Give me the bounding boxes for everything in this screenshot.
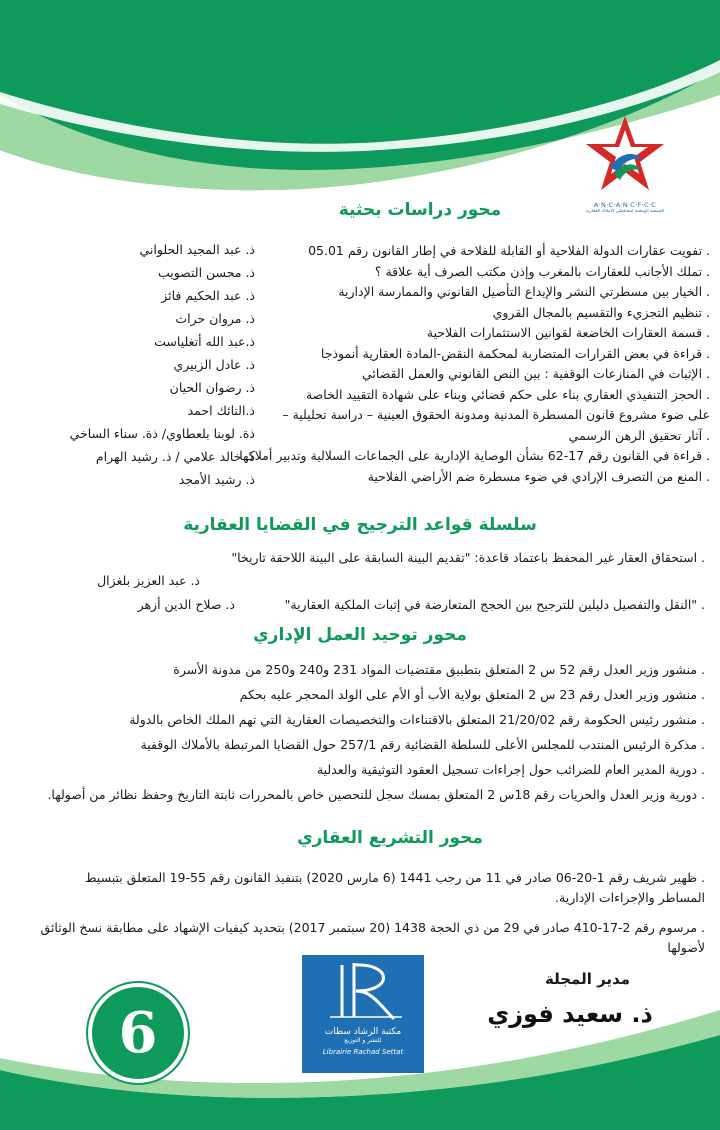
author-name: ذ. عادل الزبيري (173, 357, 255, 372)
administrative-list (35, 660, 705, 810)
list-item: . تملك الأجانب للعقارات بالمغرب وإذن مكتب الصرف أية علاقة ؟ (374, 263, 710, 279)
logo-acronym: A·N·C·A·N·C·F·C·C (593, 201, 657, 209)
publisher-name-ar: مكتبة الرشاد سطات (324, 1027, 402, 1037)
section-legislation-title: محور التشريع العقاري (297, 828, 483, 848)
section-research-title: محور دراسات بحثية (338, 200, 502, 220)
publisher-logo (302, 955, 424, 1073)
rs-monogram-icon (302, 955, 424, 1027)
list-item: . ظهير شريف رقم 1-20-06 صادر في 11 من رجب 1441 (6 مارس 2020) بتنفيذ القانون رقم 55-19 المتعلق بتبسيط المساطر والإجراءات الإدارية. (84, 870, 705, 905)
author-name: ذ. عبد المجيد الحلواني (139, 242, 255, 257)
director-name: ذ. سعيد فوزي (487, 1000, 653, 1028)
publisher-name-latin: Librairie Rachad Settat (322, 1048, 404, 1056)
author-name: ذ. رشيد الأمجد (178, 472, 255, 487)
author-name: ذ. خالد علامي / ذ. رشيد الهرام (95, 449, 255, 464)
list-item: . منشور وزير العدل رقم 23 س 2 المتعلق بولاية الأب أو الأم على الولد المحجر عليه بحكم (239, 687, 705, 702)
director-label: مدير المجلة (545, 970, 630, 988)
list-item: . قراءة في القانون رقم 17-62 بشأن الوصاية الإدارية على الجماعات السلالية وتدبير أملاكها (239, 448, 710, 463)
author-name: ذ. رضوان الحيان (169, 380, 255, 395)
list-item: . تنظيم التجزيء والتقسيم بالمجال القروي (492, 304, 710, 320)
list-item: على ضوء مشروع قانون المسطرة المدنية ومدونة الحقوق العينية – دراسة تحليلية – (282, 407, 710, 422)
list-item: . قسمة العقارات الخاضعة لقوانين الاستثمارات الفلاحية (426, 325, 710, 340)
list-item: . دورية المدير العام للضرائب حول إجراءات تسجيل العقود التوثيقية والعدلية (316, 762, 705, 777)
author-name: ذ. مروان حراث (175, 311, 255, 326)
author-name: ذة. لوبنا بلعطاوي/ ذة. سناء الساخي (69, 426, 255, 441)
section-preference-rules-title: سلسلة قواعد الترجيح في القضايا العقارية (183, 515, 537, 535)
page-number: 6 (118, 1000, 158, 1066)
list-item: . تفويت عقارات الدولة الفلاحية أو القابلة للفلاحة في إطار القانون رقم 05.01 (308, 243, 710, 258)
research-list (210, 241, 710, 487)
preference-rule-item: . "النقل والتفصيل دليلين للترجيح بين الحجج المتعارضة في إثبات الملكية العقارية" (284, 597, 705, 612)
section-administrative-title: محور توحيد العمل الإداري (253, 625, 467, 645)
list-item: . منشور وزير العدل رقم 52 س 2 المتعلق بتطبيق مقتضيات المواد 231 و240 و250 من مدونة الأسرة (173, 662, 705, 677)
list-item: . قراءة في بعض القرارات المتضاربة لمحكمة النقض-المادة العقارية أنموذجا (320, 345, 710, 361)
legislation-list (35, 868, 705, 963)
research-authors (30, 238, 255, 491)
list-item: . مرسوم رقم 2-17-410 صادر في 29 من ذي الحجة 1438 (20 سبتمبر 2017) بتحديد كيفيات الإشهاد على مطابقة نسخ الوثائق لأصولها (40, 920, 705, 955)
list-item: . مذكرة الرئيس المنتدب للمجلس الأعلى للسلطة القضائية رقم 257/1 حول القضايا المرتبطة بالأملاك الوقفية (140, 737, 705, 752)
list-item: . الحجز التنفيذي العقاري بناء على حكم قضائي وبناء على شهادة التقييد الخاصة (305, 386, 710, 402)
preference-rule-author: ذ. صلاح الدين أزهر (137, 597, 235, 612)
author-name: ذ.التائك احمد (187, 403, 255, 418)
list-item: . المنع من التصرف الإرادي في ضوء مسطرة ضم الأراضي الفلاحية (367, 468, 710, 484)
list-item: . دورية وزير العدل والحريات رقم 18س 2 المتعلق بمسك سجل للتحصين خاص بالمحررات ثابتة التاريخ وحفظ نظائر من أصولها. (47, 787, 705, 802)
association-logo (580, 112, 670, 217)
list-item: . منشور رئيس الحكومة رقم 21/20/02 المتعلق بالاقتناءات والتخصيصات العقارية التي تهم الملك الخاص بالدولة (129, 712, 705, 727)
list-item: . الخيار بين مسطرتي النشر والإيداع التأصيل القانوني والممارسة الإدارية (338, 284, 710, 299)
association-emblem-icon (580, 112, 670, 197)
author-name: ذ. محسن التصويب (157, 265, 255, 280)
preference-rule-item: . استحقاق العقار غير المحفظ باعتماد قاعدة: "تقديم البينة السابقة على البينة اللاحقة تاريخا" (231, 550, 705, 565)
preference-rule-author: ذ. عبد العزيز بلغزال (97, 573, 200, 588)
logo-caption: الجمعية الوطنية لمحافظي الأملاك العقارية (585, 209, 665, 214)
list-item: . الإثبات في المنازعات الوقفية : بين النص القانوني والعمل القضائي (362, 366, 710, 381)
author-name: ذ. عبد الحكيم فائز (161, 288, 255, 303)
author-name: ذ.عبد الله أتغلياست (154, 334, 255, 349)
publisher-tagline: للنشر و التوزيع (344, 1037, 382, 1044)
list-item: . آثار تحقيق الرهن الرسمي (568, 427, 710, 443)
page-number-badge (88, 983, 188, 1083)
